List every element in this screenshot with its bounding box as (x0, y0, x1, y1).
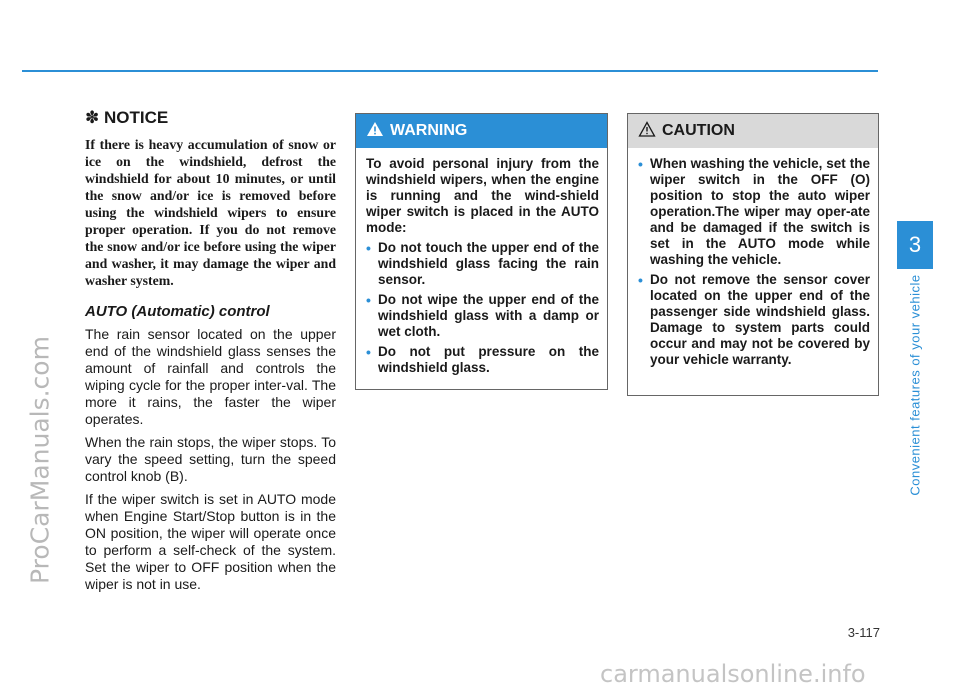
chapter-title: Convenient features of your vehicle (907, 274, 923, 496)
warning-bullet: • Do not put pressure on the windshield glass. (366, 344, 599, 376)
caution-body (628, 148, 878, 368)
top-rule (22, 70, 878, 72)
warning-title: WARNING (390, 122, 468, 139)
caution-bullet: • Do not remove the sensor cover located on the upper end of the passenger side windshield glass. Damage to system parts could occur and may not be covered by your vehicle warranty. (638, 272, 870, 368)
side-watermark: ProCarManuals.com (25, 336, 55, 584)
warning-body (356, 148, 607, 376)
warning-bullet: • Do not touch the upper end of the windshield glass facing the rain sensor. (366, 240, 599, 288)
warning-intro: To avoid personal injury from the windshield wipers, when the engine is running and the wind-shield wiper switch is placed in the AUTO mode: (366, 156, 599, 235)
caution-box (627, 113, 879, 396)
warning-header (356, 114, 607, 148)
body-paragraph: If the wiper switch is set in AUTO mode when Engine Start/Stop button is in the ON position, the wiper will operate once to perform a self-check of the system. Set the wiper to OFF position when the wiper is not in use. (85, 491, 336, 592)
bottom-watermark: carmanualsonline.info (600, 660, 866, 688)
caution-header (628, 114, 878, 148)
warning-triangle-icon (366, 121, 384, 142)
warning-bullet-list (366, 240, 599, 376)
caution-triangle-icon (638, 121, 656, 142)
warning-bullet: • Do not wipe the upper end of the windshield glass with a damp or wet cloth. (366, 292, 599, 340)
caution-title: CAUTION (662, 122, 735, 139)
left-column (85, 108, 336, 599)
notice-text: If there is heavy accumulation of snow or ice on the windshield, defrost the windshield for about 10 minutes, or until the snow and/or ice is removed before using the windshield wipers to ensure proper operation. If you do not remove the snow and/or ice before using the wiper and washer, it may damage the wiper and washer system. (85, 137, 336, 288)
chapter-number-tab: 3 (897, 221, 933, 269)
notice-title: ✽ NOTICE (85, 108, 169, 127)
warning-box (355, 113, 608, 390)
page-number: 3-117 (847, 625, 880, 640)
caution-bullet: • When washing the vehicle, set the wiper switch in the OFF (O) position to stop the auto wiper operation.The wiper may oper-ate and be damaged if the switch is set in the AUTO mode while washing the vehicle. (638, 156, 870, 268)
caution-bullet-list (638, 156, 870, 368)
section-heading: AUTO (Automatic) control (85, 303, 270, 320)
body-paragraph: When the rain stops, the wiper stops. To vary the speed setting, turn the speed control knob (B). (85, 434, 336, 484)
body-paragraph: The rain sensor located on the upper end of the windshield glass senses the amount of rainfall and controls the wiping cycle for the proper inter-val. The more it rains, the faster the wiper operates. (85, 326, 336, 427)
